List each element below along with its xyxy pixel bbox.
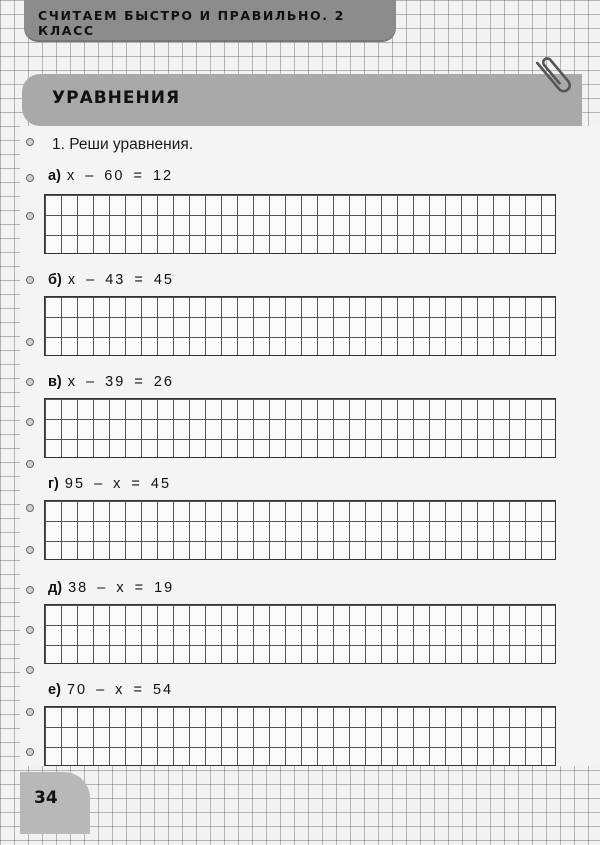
binder-hole [26, 138, 34, 146]
equation-d [48, 580, 174, 596]
equation-b [48, 272, 174, 288]
equation-text: 95 – х = 45 [64, 476, 172, 492]
binder-hole [26, 378, 34, 386]
equation-text: х – 60 = 12 [66, 168, 174, 184]
binder-hole [26, 666, 34, 674]
answer-grid-v[interactable] [44, 398, 556, 458]
equation-g [48, 476, 171, 492]
equation-label: б) [48, 272, 62, 288]
task-title: 1. Реши уравнения. [52, 136, 194, 153]
binder-hole [26, 708, 34, 716]
book-header-bar [24, 0, 396, 42]
book-title: СЧИТАЕМ БЫСТРО И ПРАВИЛЬНО. 2 КЛАСС [38, 8, 345, 38]
binder-hole [26, 212, 34, 220]
binder-hole [26, 276, 34, 284]
section-title: УРАВНЕНИЯ [52, 88, 181, 108]
equation-text: х – 43 = 45 [67, 272, 174, 288]
equation-text: х – 39 = 26 [67, 374, 174, 390]
equation-label: г) [48, 476, 59, 492]
equation-label: е) [48, 682, 61, 698]
answer-grid-b[interactable] [44, 296, 556, 356]
binder-hole [26, 174, 34, 182]
section-band [22, 74, 582, 126]
binder-hole [26, 418, 34, 426]
answer-grid-e[interactable] [44, 706, 556, 766]
page-number-tab [20, 772, 90, 834]
binder-hole [26, 586, 34, 594]
answer-grid-a[interactable] [44, 194, 556, 254]
binder-hole [26, 460, 34, 468]
paperclip-icon [528, 48, 584, 104]
equation-e [48, 682, 173, 698]
equation-text: 70 – х = 54 [66, 682, 174, 698]
page-number: 34 [34, 788, 58, 808]
equation-label: д) [48, 580, 63, 596]
answer-grid-g[interactable] [44, 500, 556, 560]
exercise-area [20, 126, 600, 766]
equation-label: а) [48, 168, 61, 184]
equation-text: 38 – х = 19 [68, 580, 175, 596]
equation-label: в) [48, 374, 62, 390]
answer-grid-d[interactable] [44, 604, 556, 664]
binder-hole [26, 504, 34, 512]
binder-hole [26, 748, 34, 756]
binder-hole [26, 338, 34, 346]
binder-hole [26, 626, 34, 634]
equation-v [48, 374, 174, 390]
equation-a [48, 168, 173, 184]
binder-hole [26, 546, 34, 554]
